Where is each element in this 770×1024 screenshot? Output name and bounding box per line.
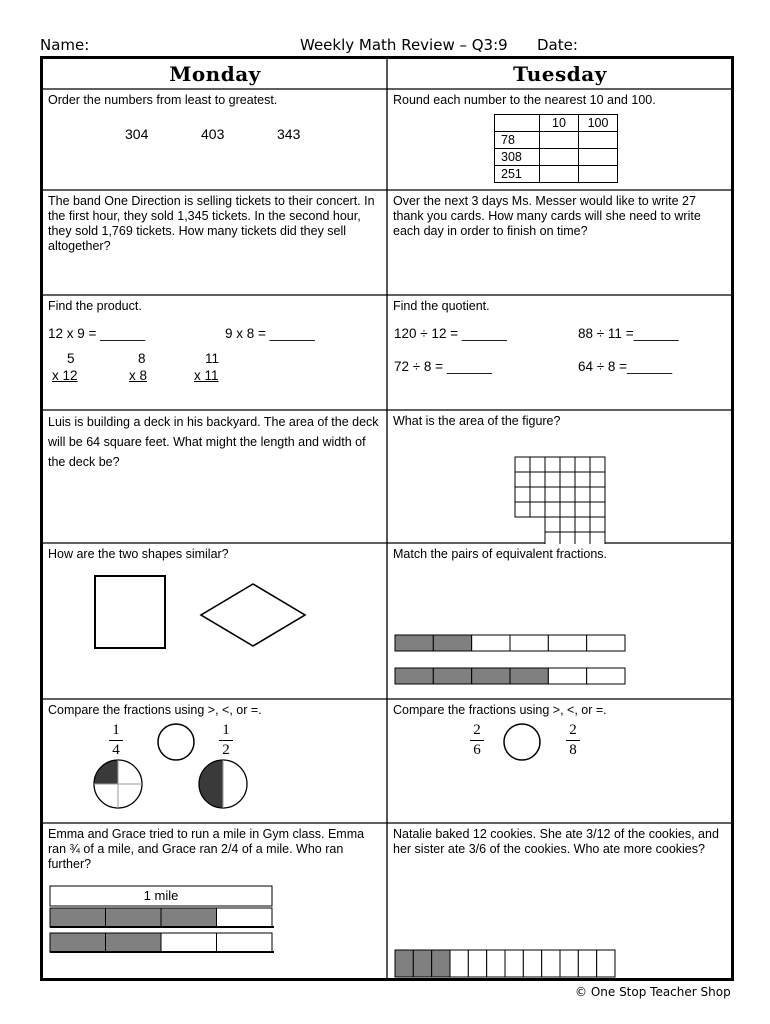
stack-top: 8 [138,351,146,366]
unshaded-part [487,950,505,977]
unit-square [590,532,605,544]
unshaded-part [560,950,578,977]
shaded-part [433,635,471,651]
monday-word-problem [43,191,387,296]
fraction-right: 1 2 [219,722,233,759]
monday-deck-area [43,411,387,544]
question: Over the next 3 days Ms. Messer would like to write 27 thank you cards. How many cards will she need to write each day in order to finish on time? [393,194,701,238]
shaded-part [106,908,162,927]
unit-square [575,472,590,487]
equation: 88 ÷ 11 =______ [578,326,679,341]
fraction-bars [395,635,625,700]
square-shape [95,576,165,648]
answer-cell[interactable] [579,149,618,166]
grace-bar [50,933,272,952]
unshaded-part [505,950,523,977]
unit-square [515,472,530,487]
equation: 64 ÷ 8 =______ [578,359,673,374]
unit-square [575,502,590,517]
tuesday-quotient [388,296,732,411]
unshaded-part [217,933,273,952]
equation: 12 x 9 = ______ [48,326,146,341]
unshaded-part [597,950,615,977]
unit-square [530,487,545,502]
unit-square [575,532,590,544]
question: Round each number to the nearest 10 and 100. [393,93,656,107]
fraction-left: 2 6 [470,722,484,759]
tuesday-compare-fractions [388,700,732,824]
question: Natalie baked 12 cookies. She ate 3/12 of the cookies, and her sister ate 3/6 of the cookies. Who ate more cookies? [393,827,719,856]
fraction-bars [395,950,615,981]
question: Compare the fractions using >, <, or =. [48,703,262,717]
unit-square [560,472,575,487]
unit-square [590,487,605,502]
equation: 120 ÷ 12 = ______ [394,326,507,341]
compare-circle [158,724,194,760]
unshaded-part [468,950,486,977]
monday-shapes [43,544,387,700]
shaded-part [395,668,433,684]
unshaded-part [548,668,586,684]
stack-top: 11 [205,351,220,366]
stack-bottom: x 11 [194,368,219,383]
question: Order the numbers from least to greatest. [48,93,278,107]
question: Find the product. [48,299,142,313]
tuesday-heading: Tuesday [513,62,607,86]
unit-square [515,457,530,472]
number: 304 [125,126,149,142]
unshaded-part [587,668,625,684]
unit-square [545,502,560,517]
emma-bar [50,908,272,927]
unit-square [530,472,545,487]
shaded-part [50,933,106,952]
question: Find the quotient. [393,299,490,313]
quarter-circle-model [94,760,142,808]
row-label: 78 [495,132,540,149]
question: Luis is building a deck in his backyard. The area of the deck will be 64 square feet. What might the length and width of the deck be? [48,415,379,469]
unit-square [545,517,560,532]
unit-square [545,487,560,502]
number: 403 [201,126,225,142]
unshaded-part [542,950,560,977]
monday-ordering [43,90,387,191]
unshaded-part [578,950,596,977]
stack-top: 5 [67,351,75,366]
unit-square [590,472,605,487]
unshaded-part [217,908,273,927]
question: The band One Direction is selling tickets to their concert. In the first hour, they sold 1,345 tickets. In the second hour, they sold 1,769 tickets. How many tickets did they sell altogether? [48,194,375,253]
unit-square [515,502,530,517]
tuesday-area-figure [388,411,732,544]
unshaded-part [472,635,510,651]
equation: 9 x 8 = ______ [225,326,315,341]
unshaded-part [510,635,548,651]
tuesday-cookie-problem [388,824,732,981]
answer-cell[interactable] [540,132,579,149]
unit-square [560,502,575,517]
unshaded-part [450,950,468,977]
unshaded-part [587,635,625,651]
shaded-part [50,908,106,927]
fraction-left: 1 4 [109,722,123,759]
monday-heading: Monday [169,62,261,86]
compare-circle [504,724,540,760]
answer-cell[interactable] [540,166,579,183]
shaded-part [472,668,510,684]
monday-compare-fractions [43,700,387,824]
question: How are the two shapes similar? [48,547,229,561]
area-grid-figure [515,457,605,544]
unit-square [575,517,590,532]
rhombus-shape [201,584,305,646]
worksheet-grid [40,56,734,981]
unit-square [590,457,605,472]
unit-square [575,457,590,472]
fraction-right: 2 8 [566,722,580,759]
monday-product [43,296,387,411]
name-label: Name: [40,36,90,54]
tuesday-word-problem [388,191,732,296]
unit-square [545,532,560,544]
stack-bottom: x 8 [129,368,148,383]
unit-square [530,502,545,517]
shaded-part [413,950,431,977]
question: Emma and Grace tried to run a mile in Gym class. Emma ran ¾ of a mile, and Grace ran 2/4 of a mile. Who ran further? [48,827,365,871]
unit-square [560,532,575,544]
tuesday-rounding [388,90,732,191]
unit-square [560,487,575,502]
header-100: 100 [579,115,618,132]
shaded-part [161,908,217,927]
shaded-part [433,668,471,684]
answer-cell[interactable] [540,149,579,166]
mile-label: 1 mile [143,888,179,903]
question: What is the area of the figure? [393,414,561,428]
row-label: 308 [495,149,540,166]
row-label: 251 [495,166,540,183]
header-10: 10 [540,115,579,132]
worksheet-title: Weekly Math Review – Q3:9 [300,36,508,54]
unit-square [590,517,605,532]
tuesday-equivalent-fractions [388,544,732,700]
copyright: © One Stop Teacher Shop [575,985,731,999]
question: Compare the fractions using >, <, or =. [393,703,607,717]
date-label: Date: [537,36,578,54]
equation: 72 ÷ 8 = ______ [394,359,492,374]
unshaded-part [523,950,541,977]
unit-square [545,457,560,472]
unit-square [560,457,575,472]
rounding-table [494,114,618,183]
answer-cell[interactable] [579,132,618,149]
shaded-part [395,635,433,651]
monday-mile-problem [43,824,387,981]
unit-square [590,502,605,517]
shaded-part [395,950,413,977]
unshaded-part [548,635,586,651]
stack-bottom: x 12 [52,368,78,383]
shaded-part [432,950,450,977]
answer-cell[interactable] [579,166,618,183]
question: Match the pairs of equivalent fractions. [393,547,608,561]
unit-square [530,457,545,472]
unit-square [560,517,575,532]
unshaded-part [161,933,217,952]
half-circle-model [199,760,247,808]
unit-square [575,487,590,502]
shaded-part [510,668,548,684]
unit-square [515,487,530,502]
unit-square [545,472,560,487]
shaded-part [106,933,162,952]
number: 343 [277,126,301,142]
